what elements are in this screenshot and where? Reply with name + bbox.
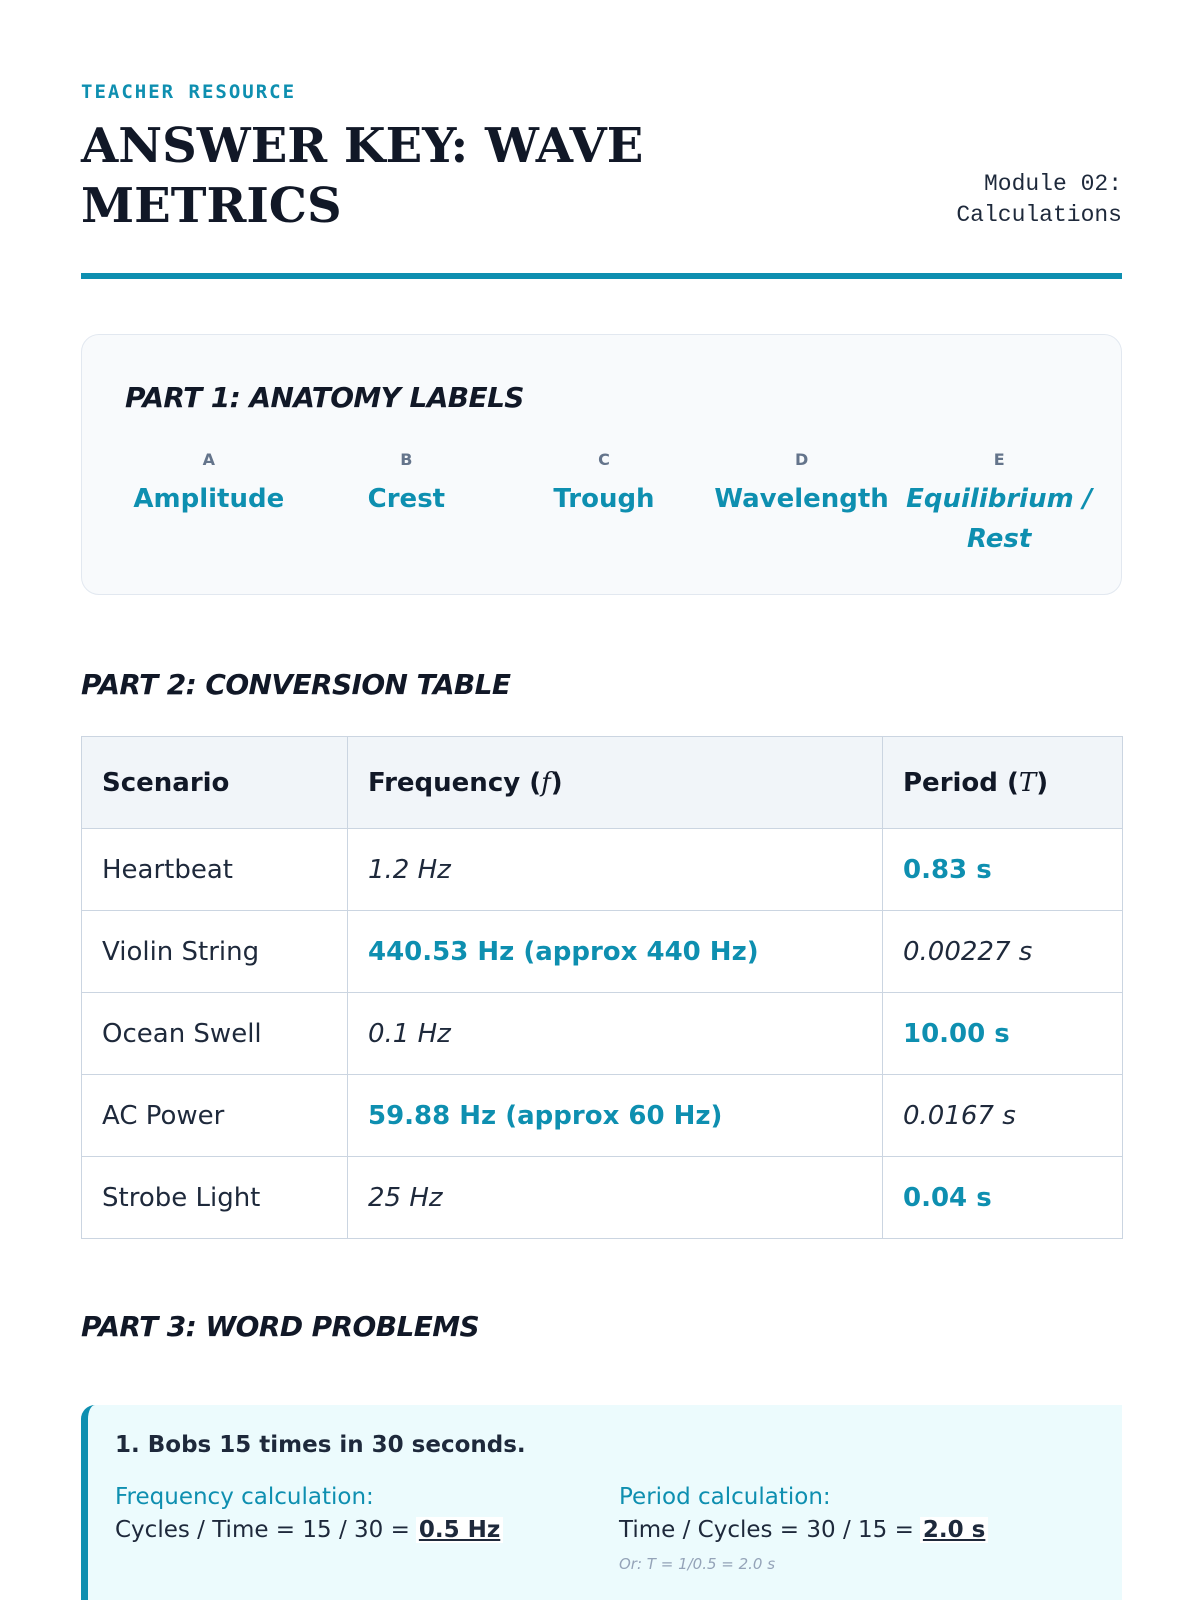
table-row <box>82 1157 1123 1239</box>
period-work: Time / Cycles = 30 / 15 = <box>619 1517 914 1543</box>
frequency-cell: 25 Hz <box>348 1157 883 1239</box>
period-calculation <box>619 1481 1089 1573</box>
frequency-calc-line <box>115 1513 585 1547</box>
part1-heading: PART 1: ANATOMY LABELS <box>125 381 524 414</box>
table-row <box>82 829 1123 911</box>
period-cell: 10.00 s <box>883 993 1123 1075</box>
header-text: ) <box>1036 767 1049 798</box>
module-label: Module 02: Calculations <box>956 171 1122 228</box>
label-term: Trough <box>553 484 655 514</box>
anatomy-label-d <box>703 449 901 559</box>
anatomy-labels-row <box>110 449 1098 559</box>
scenario-cell: AC Power <box>82 1075 348 1157</box>
frequency-cell: 440.53 Hz (approx 440 Hz) <box>348 911 883 993</box>
column-header-frequency <box>348 737 883 829</box>
period-calc-heading: Period calculation: <box>619 1484 831 1510</box>
label-letter: A <box>202 450 215 469</box>
header-text: Frequency ( <box>368 767 542 798</box>
scenario-cell: Ocean Swell <box>82 993 348 1075</box>
frequency-result: 0.5 Hz <box>416 1517 503 1543</box>
frequency-cell: 1.2 Hz <box>348 829 883 911</box>
scenario-cell: Violin String <box>82 911 348 993</box>
anatomy-label-a <box>110 449 308 559</box>
period-cell: 0.83 s <box>883 829 1123 911</box>
column-header-scenario <box>82 737 348 829</box>
eyebrow-label: TEACHER RESOURCE <box>81 81 297 103</box>
label-letter: D <box>794 450 809 469</box>
anatomy-label-b <box>308 449 506 559</box>
anatomy-label-c <box>505 449 703 559</box>
header-text: ) <box>550 767 563 798</box>
period-cell: 0.0167 s <box>883 1075 1123 1157</box>
period-calc-line <box>619 1513 1089 1547</box>
table-header-row <box>82 737 1123 829</box>
label-term: Crest <box>367 484 446 514</box>
label-term: Amplitude <box>133 484 285 514</box>
frequency-calc-heading: Frequency calculation: <box>115 1484 374 1510</box>
part3-heading: PART 3: WORD PROBLEMS <box>81 1310 480 1343</box>
label-letter: B <box>400 450 413 469</box>
period-cell: 0.04 s <box>883 1157 1123 1239</box>
table-row <box>82 1075 1123 1157</box>
problem-question: 1. Bobs 15 times in 30 seconds. <box>115 1432 526 1458</box>
scenario-cell: Heartbeat <box>82 829 348 911</box>
part2-heading: PART 2: CONVERSION TABLE <box>81 668 511 701</box>
label-letter: E <box>993 450 1005 469</box>
period-symbol: T <box>1018 767 1037 798</box>
page-title: ANSWER KEY: WAVE METRICS <box>81 118 644 234</box>
header-text: Period ( <box>903 767 1019 798</box>
frequency-cell: 59.88 Hz (approx 60 Hz) <box>348 1075 883 1157</box>
column-header-period <box>883 737 1123 829</box>
header-divider <box>81 273 1122 279</box>
label-term: Wavelength <box>714 484 889 514</box>
scenario-cell: Strobe Light <box>82 1157 348 1239</box>
frequency-cell: 0.1 Hz <box>348 993 883 1075</box>
period-alt-note: Or: T = 1/0.5 = 2.0 s <box>619 1555 776 1573</box>
frequency-work: Cycles / Time = 15 / 30 = <box>115 1517 410 1543</box>
frequency-calculation <box>115 1481 585 1547</box>
table-row <box>82 911 1123 993</box>
period-cell: 0.00227 s <box>883 911 1123 993</box>
header-text: Scenario <box>102 767 230 798</box>
word-problem-card <box>81 1405 1122 1600</box>
label-letter: C <box>598 450 610 469</box>
conversion-table <box>81 736 1123 1239</box>
period-result: 2.0 s <box>920 1517 988 1543</box>
label-term: Equilibrium / Rest <box>906 484 1093 554</box>
frequency-symbol: f <box>541 767 551 798</box>
anatomy-label-e <box>900 449 1098 559</box>
anatomy-labels-card <box>81 334 1122 595</box>
table-row <box>82 993 1123 1075</box>
